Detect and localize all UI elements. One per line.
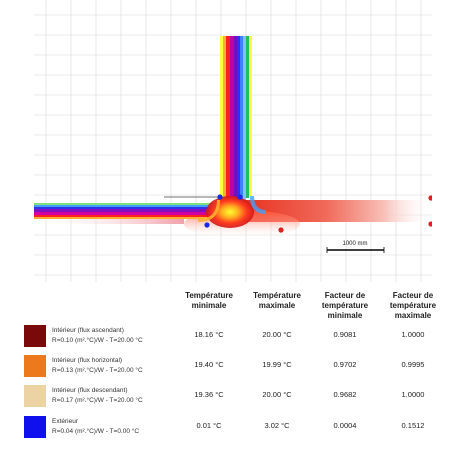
header-factor-max: Facteur de température maximale [389,291,437,320]
row-label: Intérieur (flux horizontal) R=0.13 (m².°C)/W - T=20.00 °C [52,357,143,374]
scale-bar-label: 1000 mm [342,241,368,247]
cell-temp-min: 19.36 °C [194,390,224,399]
cell-temp-min: 0.01 °C [196,421,222,430]
cell-factor-max: 1.0000 [401,330,425,339]
row-label: Extérieur R=0.04 (m².°C)/W - T=0.00 °C [52,418,140,435]
table-row [0,385,456,415]
heat-zone-corner [206,196,254,228]
marker-red [278,227,283,232]
thermal-simulation-diagram [34,0,432,282]
cell-temp-max: 19.99 °C [262,360,292,369]
legend-swatch [24,355,46,377]
header-factor-min: Facteur de température minimale [321,291,369,320]
row-label: Intérieur (flux ascendant) R=0.10 (m².°C)/W - T=20.00 °C [52,327,143,344]
table-row [0,416,456,446]
cell-temp-max: 20.00 °C [262,390,292,399]
wall-layers [220,36,252,206]
cell-factor-max: 0.9995 [401,360,425,369]
cell-temp-min: 18.16 °C [194,330,224,339]
slab-layers [34,203,234,219]
marker-blue [237,194,242,199]
marker-red [428,221,432,226]
table-row [0,325,456,355]
cell-temp-min: 19.40 °C [194,360,224,369]
cell-factor-min: 0.9682 [333,390,357,399]
header-temp-min: Température minimale [185,291,233,310]
cell-factor-min: 0.9081 [333,330,357,339]
cell-temp-max: 3.02 °C [264,421,290,430]
row-label: Intérieur (flux descendant) R=0.17 (m².°C)/W - T=20.00 °C [52,387,143,404]
legend-swatch [24,385,46,407]
legend-swatch [24,325,46,347]
cell-factor-max: 0.1512 [401,421,425,430]
table-row [0,355,456,385]
marker-blue [217,194,222,199]
scale-bar [327,241,384,253]
cell-temp-max: 20.00 °C [262,330,292,339]
legend-swatch [24,416,46,438]
cell-factor-min: 0.0004 [333,421,357,430]
marker-blue [204,222,209,227]
cell-factor-min: 0.9702 [333,360,357,369]
cell-factor-max: 1.0000 [401,390,425,399]
header-temp-max: Température maximale [253,291,301,310]
marker-red [428,195,432,200]
